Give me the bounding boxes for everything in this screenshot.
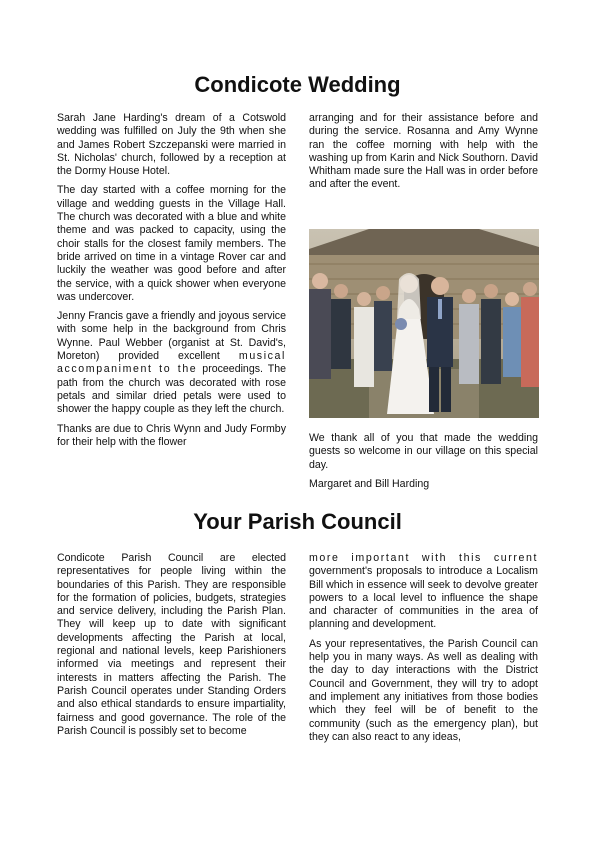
wedding-photo-image <box>309 229 539 418</box>
paragraph <box>57 310 286 416</box>
paragraph: Condicote Parish Council are elected representatives for people living within the boundaries of this Parish. They are responsible for the formation of policies, budgets, strategies and service delivery, including the Parish Plan. They will keep up to date with significant developments affecting the Parish at local, regional and national levels, keep Parishioners informed via meetings and represent their interests in matters affecting the Parish. The Parish Council operates under Standing Orders and also ethical standards to ensure impartiality, fairness and good governance. The role of the Parish Council is possibly set to become <box>57 552 286 737</box>
paragraph <box>309 552 538 632</box>
article-title-parish-council: Your Parish Council <box>193 509 402 534</box>
paragraph: We thank all of you that made the wedding guests so welcome in our village on this special day. <box>309 432 538 471</box>
text: musical accompaniment to the <box>57 350 286 376</box>
parish-column-2 <box>309 552 538 750</box>
text: proceedings. The path from the church was decorated with rose petals and similar dried petals were used to shower the happy couple as they left the church. <box>57 363 286 416</box>
wedding-photo <box>309 229 539 418</box>
parish-column-1 <box>57 552 286 744</box>
text: government's proposals to introduce a Localism Bill which in essence will seek to devolve greater powers to a local level to influence the shape and character of communities in the area of planning and development. <box>309 565 538 631</box>
wedding-column-2-closing <box>309 432 538 497</box>
wedding-column-1 <box>57 112 286 455</box>
paragraph: arranging and for their assistance before and during the service. Rosanna and Amy Wynne ran the coffee morning with help with the washing up from Karin and Nick Southorn. David Whitham made sure the Hall was in order before and after the event. <box>309 112 538 191</box>
text: Jenny Francis gave a friendly and joyous service with some help in the background from Chris Wynne. Paul Webber (organist at St. David's, Moreton) provided excellent <box>57 310 286 363</box>
wedding-column-2 <box>309 112 538 198</box>
paragraph: Sarah Jane Harding's dream of a Cotswold wedding was fulfilled on July the 9th when she and James Robert Szczepanski were married in St. Nicholas' church, followed by a reception at the Dormy House Hotel. <box>57 112 286 178</box>
paragraph: As your representatives, the Parish Council can help you in many ways. As well as dealing with the day to day interactions with the District Council and Government, they will try to adopt and implement any initiatives from those bodies which they feel will be of benefit to the community (such as the emergency plan), but they can also react to any ideas, <box>309 637 538 743</box>
text: more important with this current <box>309 552 538 564</box>
signature-line: Margaret and Bill Harding <box>309 477 430 490</box>
paragraph: Thanks are due to Chris Wynn and Judy Formby for their help with the flower <box>57 422 286 448</box>
paragraph: The day started with a coffee morning for the village and wedding guests in the Village Hall. The church was decorated with a blue and white theme and was packed to capacity, using the choir stalls for the closest family members. The bride arrived on time in a vintage Rover car and luckily the weather was good before and after the service, with a quick shower when everyone was undercover. <box>57 184 286 303</box>
article-title-wedding: Condicote Wedding <box>194 72 401 97</box>
